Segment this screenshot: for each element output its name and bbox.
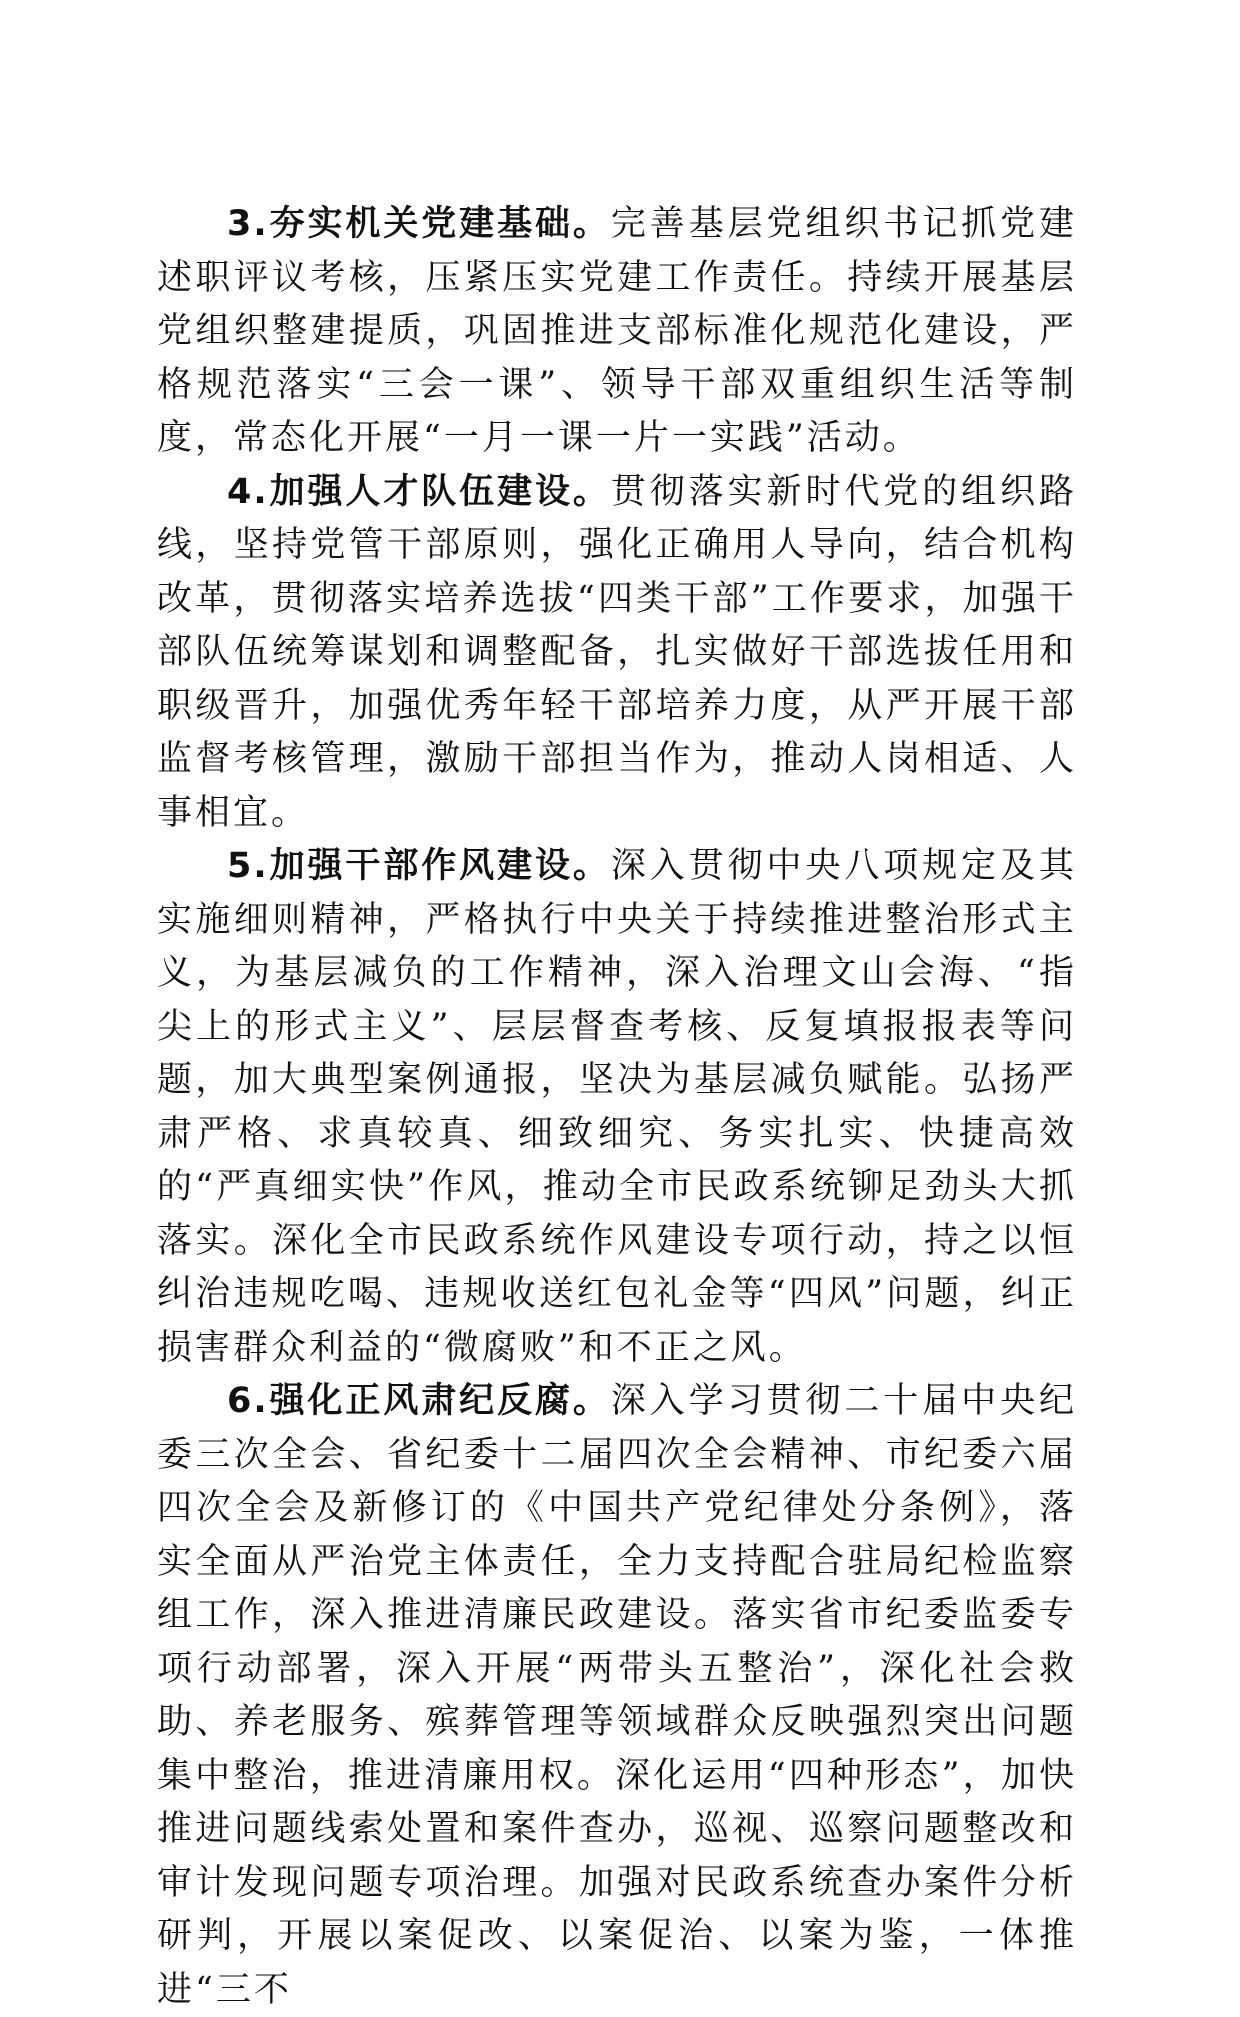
paragraph-heading: 4.加强人才队伍建设。 (227, 471, 611, 512)
paragraph-text: 完善基层党组织书记抓党建述职评议考核，压紧压实党建工作责任。持续开展基层党组织整建提质，巩固推进支部标准化规范化建设，严格规范落实“三会一课”、领导干部双重组织生活等制度，常态化开展“一月一课一片一实践”活动。 (157, 204, 1077, 458)
paragraph-5 (157, 840, 1077, 1375)
paragraph-text: 深入贯彻中央八项规定及其实施细则精神，严格执行中央关于持续推进整治形式主义，为基层减负的工作精神，深入治理文山会海、“指尖上的形式主义”、层层督查考核、反复填报报表等问题，加大典型案例通报，坚决为基层减负赋能。弘扬严肃严格、求真较真、细致细究、务实扎实、快捷高效的“严真细实快”作风，推动全市民政系统铆足劲头大抓落实。深化全市民政系统作风建设专项行动，持之以恒纠治违规吃喝、违规收送红包礼金等“四风”问题，纠正损害群众利益的“微腐败”和不正之风。 (157, 846, 1077, 1368)
paragraph-heading: 6.强化正风肃纪反腐。 (227, 1381, 611, 1421)
paragraph-heading: 5.加强干部作风建设。 (227, 846, 611, 886)
paragraph-text: 深入学习贯彻二十届中央纪委三次全会、省纪委十二届四次全会精神、市纪委六届四次全会及新修订的《中国共产党纪律处分条例》，落实全面从严治党主体责任，全力支持配合驻局纪检监察组工作，深入推进清廉民政建设。落实省市纪委监委专项行动部署，深入开展“两带头五整治”，深化社会救助、养老服务、殡葬管理等领域群众反映强烈突出问题集中整治，推进清廉用权。深化运用“四种形态”，加快推进问题线索处置和案件查办，巡视、巡察问题整改和审计发现问题专项治理。加强对民政系统查办案件分析研判，开展以案促改、以案促治、以案为鉴，一体推进“三不 (157, 1381, 1077, 2010)
paragraph-3 (157, 198, 1077, 466)
paragraph-text: 贯彻落实新时代党的组织路线，坚持党管干部原则，强化正确用人导向，结合机构改革，贯彻落实培养选拔“四类干部”工作要求，加强干部队伍统筹谋划和调整配备，扎实做好干部选拔任用和职级晋升，加强优秀年轻干部培养力度，从严开展干部监督考核管理，激励干部担当作为，推动人岗相适、人事相宜。 (157, 471, 1077, 833)
paragraph-heading: 3.夯实机关党建基础。 (227, 204, 611, 244)
paragraph-4 (157, 466, 1077, 841)
document-body (157, 198, 1077, 2017)
paragraph-6 (157, 1375, 1077, 2017)
